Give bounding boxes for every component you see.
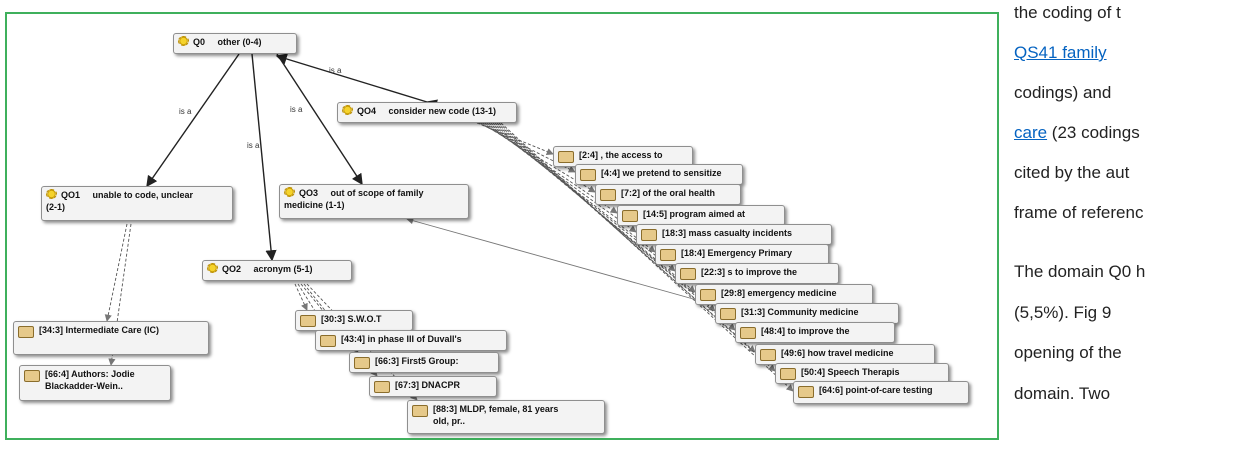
quotation-icon bbox=[300, 315, 316, 327]
quotation-link bbox=[107, 224, 127, 321]
quotation-node[interactable]: [66:4] Authors: Jodie Blackadder-Wein.. bbox=[19, 365, 171, 401]
quotation-node[interactable]: [18:4] Emergency Primary bbox=[655, 244, 829, 265]
text-line: the coding of t bbox=[1014, 3, 1121, 22]
code-icon bbox=[284, 187, 295, 197]
quotation-icon bbox=[660, 249, 676, 261]
quotation-node[interactable]: [4:4] we pretend to sensitize bbox=[575, 164, 743, 185]
quotation-node[interactable]: [66:3] First5 Group: bbox=[349, 352, 499, 373]
code-node-q2[interactable]: QO2 acronym (5-1) bbox=[202, 260, 352, 281]
quotation-node[interactable]: [48:4] to improve the bbox=[735, 322, 895, 343]
quotation-node[interactable]: [49:6] how travel medicine bbox=[755, 344, 935, 365]
quotation-icon bbox=[558, 151, 574, 163]
quotation-node[interactable]: [88:3] MLDP, female, 81 years old, pr.. bbox=[407, 400, 605, 434]
quotation-icon bbox=[740, 327, 756, 339]
quotation-icon bbox=[760, 349, 776, 361]
is-a-link bbox=[147, 54, 239, 186]
quotation-link bbox=[295, 284, 307, 310]
quotation-node[interactable]: [34:3] Intermediate Care (IC) bbox=[13, 321, 209, 355]
quotation-icon bbox=[622, 210, 638, 222]
code-icon bbox=[342, 105, 353, 115]
text-line: domain. Two bbox=[1014, 384, 1111, 403]
text-line: opening of the bbox=[1014, 343, 1122, 362]
quotation-node[interactable]: [30:3] S.W.O.T bbox=[295, 310, 413, 331]
text-line: frame of referenc bbox=[1014, 203, 1144, 222]
is-a-link bbox=[277, 56, 427, 102]
quotation-icon bbox=[680, 268, 696, 280]
quotation-icon bbox=[780, 368, 796, 380]
code-node-q3[interactable]: QO3 out of scope of family medicine (1-1) bbox=[279, 184, 469, 219]
edge-label: is a bbox=[179, 107, 192, 116]
quotation-node[interactable]: [43:4] in phase III of Duvall's bbox=[315, 330, 507, 351]
network-view bbox=[5, 12, 999, 440]
quotation-icon bbox=[354, 357, 370, 369]
quotation-icon bbox=[24, 370, 40, 382]
quotation-node[interactable]: [7:2] of the oral health bbox=[595, 184, 741, 205]
code-icon bbox=[178, 36, 189, 46]
code-icon bbox=[46, 189, 57, 199]
quotation-icon bbox=[18, 326, 34, 338]
quotation-icon bbox=[580, 169, 596, 181]
quotation-node[interactable]: [18:3] mass casualty incidents bbox=[636, 224, 832, 245]
quotation-node[interactable]: [50:4] Speech Therapis bbox=[775, 363, 949, 384]
text-line: (5,5%). Fig 9 bbox=[1014, 303, 1112, 322]
edge-label: is a bbox=[247, 141, 260, 150]
edge-label: is a bbox=[329, 66, 342, 75]
text-line: The domain Q0 h bbox=[1014, 262, 1146, 281]
text-line: codings) and bbox=[1014, 83, 1112, 102]
quotation-icon bbox=[374, 381, 390, 393]
text-line: cited by the aut bbox=[1014, 163, 1130, 182]
text-link[interactable]: QS41 family bbox=[1014, 43, 1107, 62]
quotation-icon bbox=[798, 386, 814, 398]
quotation-node[interactable]: [64:6] point-of-care testing bbox=[793, 381, 969, 404]
text-line-with-link: care (23 codings bbox=[1014, 123, 1140, 142]
quotation-icon bbox=[600, 189, 616, 201]
quotation-node[interactable]: [67:3] DNACPR bbox=[369, 376, 497, 397]
quotation-node[interactable]: [31:3] Community medicine bbox=[715, 303, 899, 324]
is-a-link bbox=[252, 54, 272, 260]
quotation-icon bbox=[641, 229, 657, 241]
code-icon bbox=[207, 263, 218, 273]
quotation-node[interactable]: [22:3] s to improve the bbox=[675, 263, 839, 284]
quotation-node[interactable]: [14:5] program aimed at bbox=[617, 205, 785, 226]
code-node-q0[interactable]: Q0 other (0-4) bbox=[173, 33, 297, 54]
code-node-q1[interactable]: QO1 unable to code, unclear (2-1) bbox=[41, 186, 233, 221]
quotation-icon bbox=[320, 335, 336, 347]
document-side-text bbox=[1014, 0, 1239, 450]
quotation-node[interactable]: [29:8] emergency medicine bbox=[695, 284, 873, 305]
quotation-icon bbox=[412, 405, 428, 417]
text-link[interactable]: care bbox=[1014, 123, 1048, 142]
quotation-icon bbox=[720, 308, 736, 320]
quotation-icon bbox=[700, 289, 716, 301]
code-node-q4[interactable]: QO4 consider new code (13-1) bbox=[337, 102, 517, 123]
quotation-node[interactable]: [2:4] , the access to bbox=[553, 146, 693, 167]
edge-label: is a bbox=[290, 105, 303, 114]
